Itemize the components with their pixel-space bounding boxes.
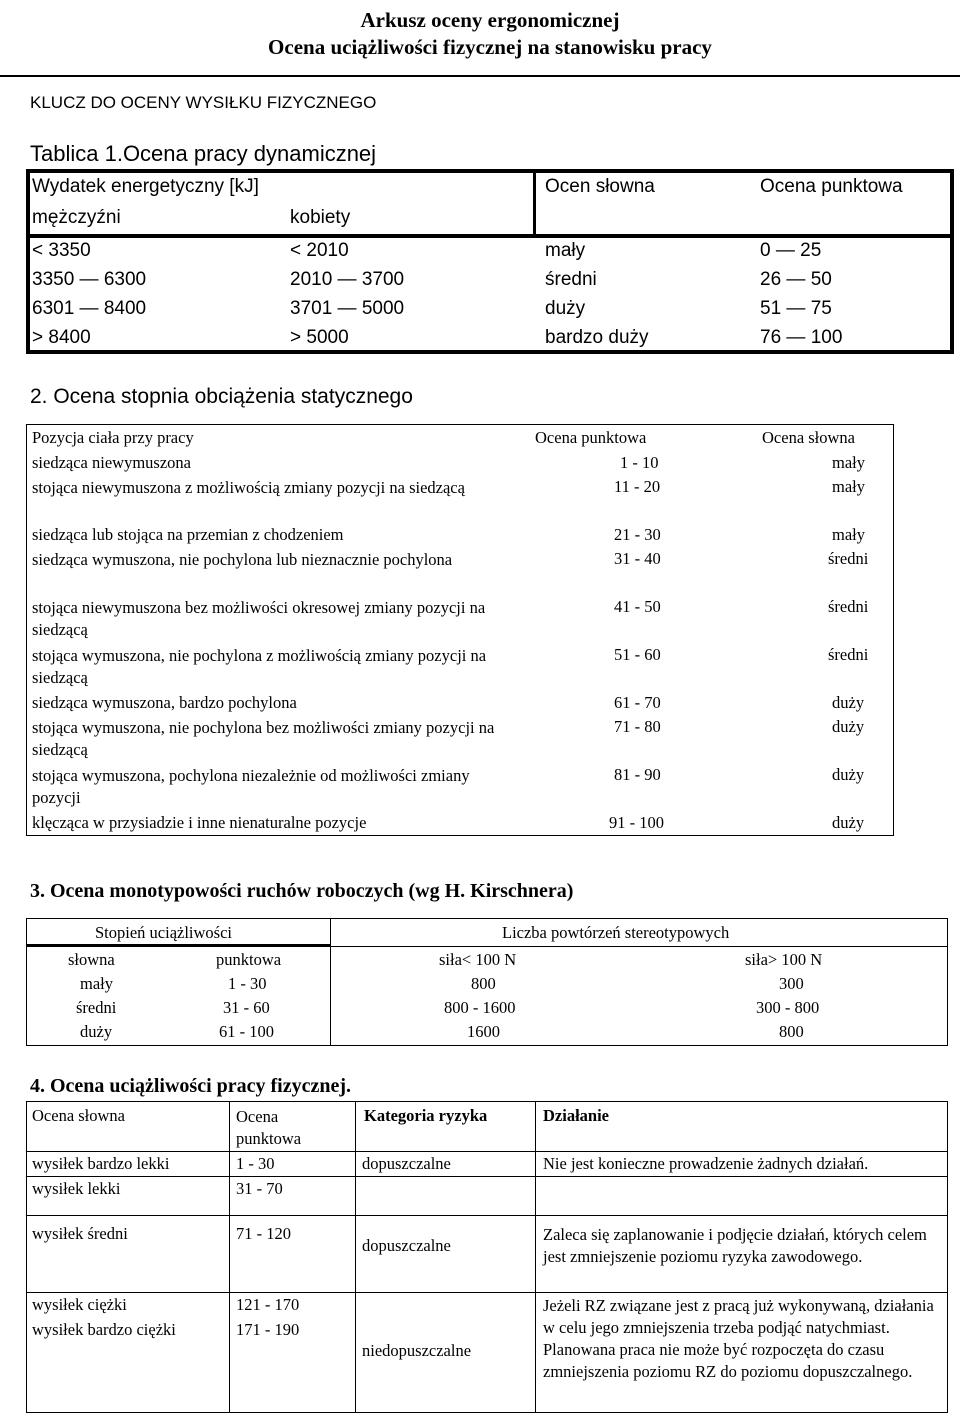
table1-cell-women: 2010 — 3700 xyxy=(290,269,405,290)
table3-border xyxy=(947,918,948,1046)
table4-border xyxy=(535,1101,536,1413)
table1-cell-points: 26 — 50 xyxy=(760,269,832,290)
table1-cell-verbal: mały xyxy=(545,240,586,261)
table2-cell-position: stojąca wymuszona, nie pochylona bez możliwości zmiany pozycji na siedzącą xyxy=(32,718,495,759)
table2-cell-position: siedząca lub stojąca na przemian z chodzeniem xyxy=(32,525,344,544)
table3-border xyxy=(26,918,27,1046)
table2-cell-position: siedząca wymuszona, bardzo pochylona xyxy=(32,693,297,712)
table4-cell-verbal: wysiłek bardzo ciężki xyxy=(32,1320,176,1339)
table4-border xyxy=(26,1151,948,1152)
table2-border xyxy=(26,424,894,425)
table2-border xyxy=(26,424,27,836)
table2-cell-verbal: mały xyxy=(832,477,865,496)
table2-cell-position: klęcząca w przysiadzie i inne nienaturalne pozycje xyxy=(32,813,367,832)
table2-cell-points: 21 - 30 xyxy=(614,525,661,544)
table2-cell-verbal: duży xyxy=(832,717,865,736)
table4-cell-points: 1 - 30 xyxy=(236,1154,275,1173)
table4-action-group1: Nie jest konieczne prowadzenie żadnych działań. xyxy=(543,1154,869,1173)
table1-cell-men: > 8400 xyxy=(32,327,91,348)
table3-header-force-lt: siła< 100 N xyxy=(439,950,517,969)
table2-cell-points: 61 - 70 xyxy=(614,693,661,712)
table3-cell-points: 1 - 30 xyxy=(228,974,267,993)
table3-title: 3. Ocena monotypowości ruchów roboczych (wg H. Kirschnera) xyxy=(30,880,574,902)
table2-header-position: Pozycja ciała przy pracy xyxy=(32,428,194,447)
table4-action-group2: Zaleca się zaplanowanie i podjęcie działań, których celem jest zmniejszenie poziomu ryzyka zawodowego. xyxy=(543,1225,927,1266)
table2-cell-points: 81 - 90 xyxy=(614,765,661,784)
table1-border xyxy=(950,169,954,354)
table1-cell-verbal: średni xyxy=(545,269,597,290)
table4-border xyxy=(229,1101,230,1413)
table4-risk-group2: dopuszczalne xyxy=(362,1236,451,1255)
table2-cell-position: siedząca wymuszona, nie pochylona lub nieznacznie pochylona xyxy=(32,550,453,569)
table3-border xyxy=(26,946,948,947)
key-title: KLUCZ DO OCENY WYSIŁKU FIZYCZNEGO xyxy=(30,93,377,112)
table4-border xyxy=(26,1176,948,1177)
table2-cell-verbal: duży xyxy=(832,813,865,832)
table2-cell-verbal: mały xyxy=(832,525,865,544)
table3-cell-force-lt: 800 - 1600 xyxy=(444,998,516,1017)
table4-cell-verbal: wysiłek bardzo lekki xyxy=(32,1154,170,1173)
page-subtitle: Ocena uciążliwości fizycznej na stanowisku pracy xyxy=(268,35,712,59)
table4-border xyxy=(26,1412,948,1413)
table1-border xyxy=(26,169,954,173)
table1-cell-men: 3350 — 6300 xyxy=(32,269,147,290)
table4-border xyxy=(355,1101,356,1413)
page-title: Arkusz oceny ergonomicznej xyxy=(360,8,620,32)
table1-header-men: mężczyźni xyxy=(32,207,121,228)
table1-cell-verbal: bardzo duży xyxy=(545,327,649,348)
table3-cell-force-lt: 1600 xyxy=(467,1022,500,1041)
table3-header-force-gt: siła> 100 N xyxy=(745,950,823,969)
table2-cell-points: 41 - 50 xyxy=(614,597,661,616)
table1-border xyxy=(533,169,536,238)
table1-border xyxy=(26,350,954,354)
table4-cell-points: 121 - 170 xyxy=(236,1295,300,1314)
table1-header-points: Ocena punktowa xyxy=(760,176,903,197)
table1-cell-points: 0 — 25 xyxy=(760,240,822,261)
table1-cell-men: < 3350 xyxy=(32,240,91,261)
table3-cell-verbal: średni xyxy=(76,998,117,1017)
table4-header-action: Działanie xyxy=(543,1106,609,1125)
table2-cell-points: 11 - 20 xyxy=(614,477,661,496)
table4-border xyxy=(26,1215,948,1216)
table3-border xyxy=(26,918,948,919)
table4-cell-verbal: wysiłek ciężki xyxy=(32,1295,127,1314)
table2-cell-verbal: średni xyxy=(828,645,869,664)
table4-border xyxy=(26,1101,948,1102)
table2-cell-position: stojąca wymuszona, pochylona niezależnie od możliwości zmiany pozycji xyxy=(32,766,470,807)
table4-risk-group3: niedopuszczalne xyxy=(362,1341,472,1360)
table2-cell-points: 31 - 40 xyxy=(614,549,661,568)
table2-cell-verbal: średni xyxy=(828,549,869,568)
table2-cell-points: 1 - 10 xyxy=(620,453,659,472)
table2-cell-points: 71 - 80 xyxy=(614,717,661,736)
table2-cell-verbal: średni xyxy=(828,597,869,616)
table2-cell-verbal: mały xyxy=(832,453,865,472)
table2-border xyxy=(893,424,894,836)
table1-header-women: kobiety xyxy=(290,207,351,228)
table1-cell-points: 51 — 75 xyxy=(760,298,832,319)
table4-cell-points: 171 - 190 xyxy=(236,1320,300,1339)
table4-border xyxy=(26,1292,948,1293)
table4-title: 4. Ocena uciążliwości pracy fizycznej. xyxy=(30,1075,352,1097)
table1-cell-men: 6301 — 8400 xyxy=(32,298,147,319)
table2-header-verbal: Ocena słowna xyxy=(762,428,856,447)
table3-cell-points: 31 - 60 xyxy=(223,998,270,1017)
table3-header-degree: Stopień uciążliwości xyxy=(95,923,233,942)
table4-header-verbal: Ocena słowna xyxy=(32,1106,126,1125)
table2-header-points: Ocena punktowa xyxy=(535,428,647,447)
table3-border xyxy=(330,918,331,1046)
table2-cell-points: 51 - 60 xyxy=(614,645,661,664)
table1-cell-women: 3701 — 5000 xyxy=(290,298,405,319)
table1-title: Tablica 1.Ocena pracy dynamicznej xyxy=(30,141,377,166)
table2-border xyxy=(26,835,894,836)
table4-risk-group1: dopuszczalne xyxy=(362,1154,451,1173)
table1-header-verbal: Ocen słowna xyxy=(545,176,655,197)
table1-cell-points: 76 — 100 xyxy=(760,327,843,348)
table4-header-points: Ocena punktowa xyxy=(236,1107,302,1148)
table1-border xyxy=(26,169,30,354)
table3-cell-verbal: mały xyxy=(80,974,113,993)
table3-header-points: punktowa xyxy=(216,950,282,969)
table4-cell-points: 31 - 70 xyxy=(236,1179,283,1198)
table2-title: 2. Ocena stopnia obciążenia statycznego xyxy=(30,385,413,408)
table1-border xyxy=(26,234,954,238)
table4-cell-verbal: wysiłek lekki xyxy=(32,1179,121,1198)
table1-header-energy: Wydatek energetyczny [kJ] xyxy=(32,176,259,197)
table3-cell-verbal: duży xyxy=(80,1022,113,1041)
table4-border xyxy=(26,1101,27,1413)
table3-cell-force-gt: 300 xyxy=(779,974,804,993)
table3-cell-points: 61 - 100 xyxy=(219,1022,274,1041)
table4-action-group3: Jeżeli RZ związane jest z pracą już wykonywaną, działania w celu jego zmniejszenia trzeba podjąć natychmiast. Planowana praca nie może być rozpoczęta do czasu zmniejszenia poziomu RZ do poziomu dopuszczalnego. xyxy=(543,1296,934,1381)
table4-header-risk: Kategoria ryzyka xyxy=(364,1106,488,1125)
table2-cell-points: 91 - 100 xyxy=(609,813,664,832)
table4-cell-verbal: wysiłek średni xyxy=(32,1224,128,1243)
table1-cell-women: > 5000 xyxy=(290,327,349,348)
table1-cell-verbal: duży xyxy=(545,298,586,319)
table2-cell-position: siedząca niewymuszona xyxy=(32,453,191,472)
table2-cell-verbal: duży xyxy=(832,765,865,784)
table2-cell-verbal: duży xyxy=(832,693,865,712)
table3-cell-force-gt: 300 - 800 xyxy=(756,998,820,1017)
table3-header-verbal: słowna xyxy=(68,950,115,969)
table2-cell-position: stojąca niewymuszona z możliwością zmiany pozycji na siedzącą xyxy=(32,478,465,497)
table3-cell-force-gt: 800 xyxy=(779,1022,804,1041)
table2-cell-position: stojąca wymuszona, nie pochylona z możliwością zmiany pozycji na siedzącą xyxy=(32,646,487,687)
table4-border xyxy=(947,1101,948,1413)
table1-cell-women: < 2010 xyxy=(290,240,349,261)
table3-cell-force-lt: 800 xyxy=(471,974,496,993)
table3-header-repetitions: Liczba powtórzeń stereotypowych xyxy=(502,923,730,942)
table4-cell-points: 71 - 120 xyxy=(236,1224,291,1243)
table3-border xyxy=(26,1045,948,1046)
header-divider xyxy=(0,75,960,77)
table2-cell-position: stojąca niewymuszona bez możliwości okresowej zmiany pozycji na siedzącą xyxy=(32,598,486,639)
